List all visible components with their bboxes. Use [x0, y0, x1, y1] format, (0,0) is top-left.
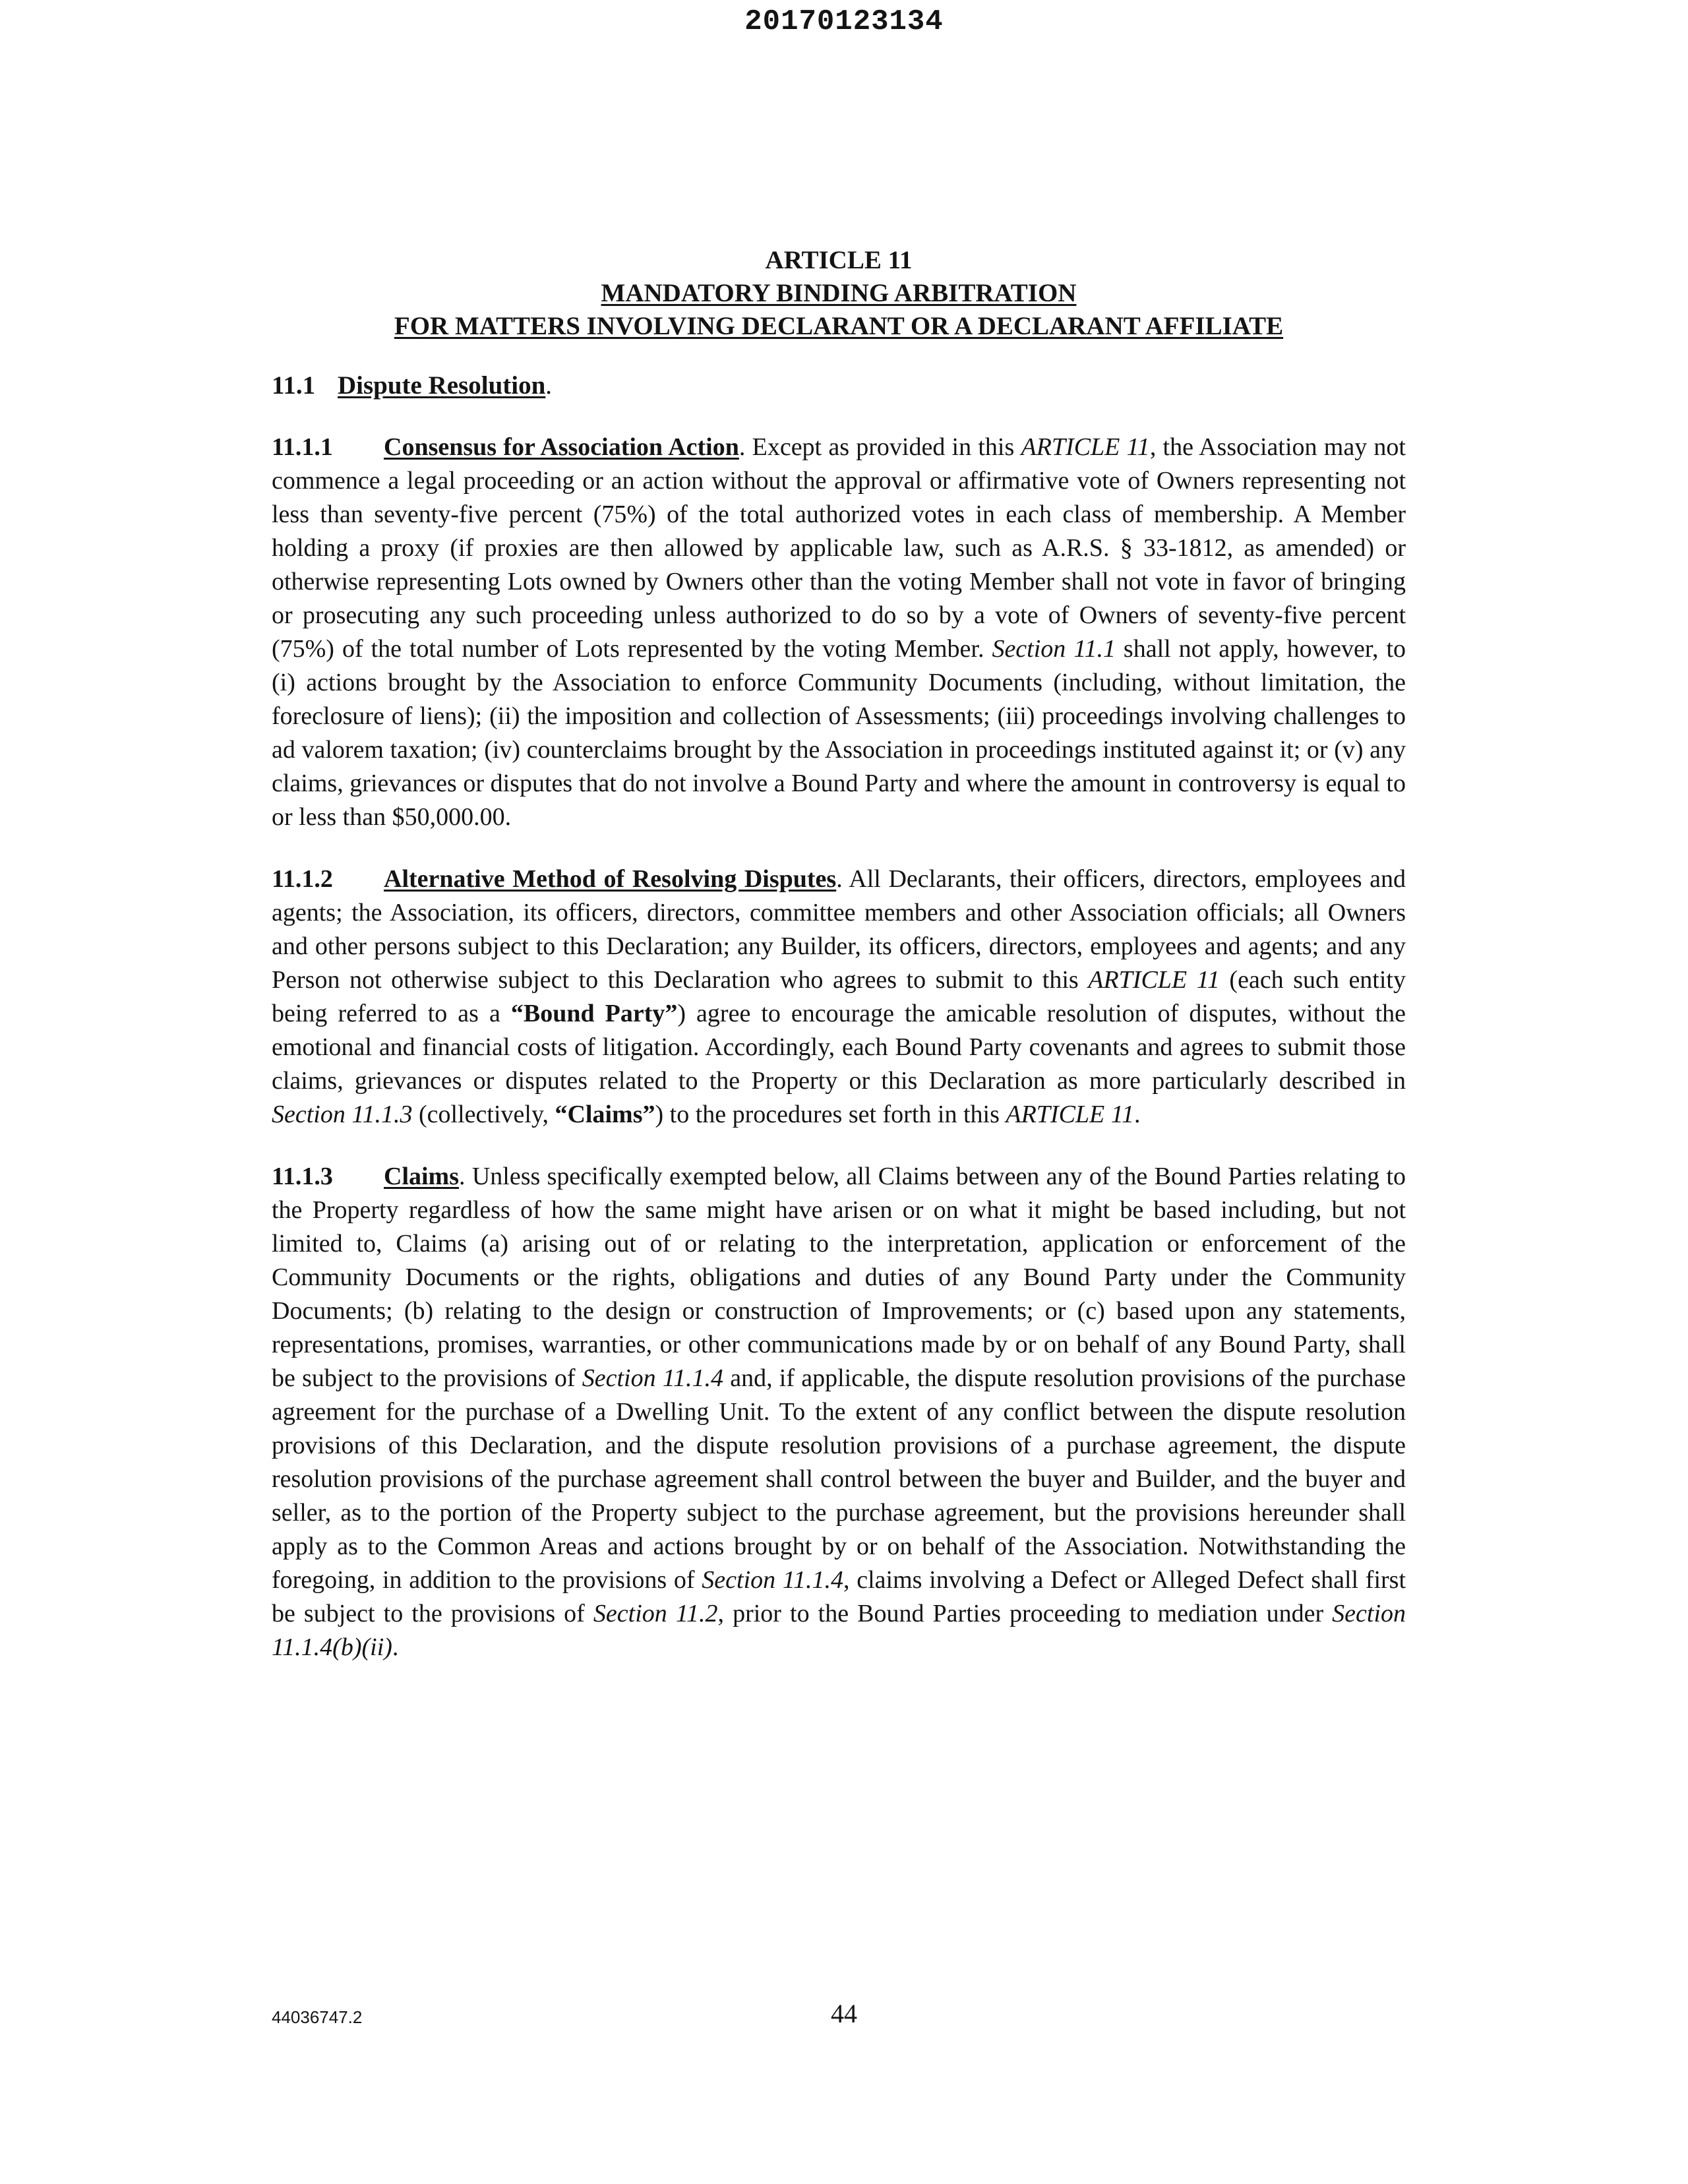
- document-id: 44036747.2: [272, 2007, 363, 2027]
- recording-number: 20170123134: [744, 5, 944, 38]
- article-heading: [272, 244, 1406, 343]
- section-number: 11.1: [272, 371, 316, 400]
- paragraph-number: 11.1.1: [272, 433, 333, 461]
- article-number: ARTICLE 11: [765, 246, 913, 274]
- article-subtitle: FOR MATTERS INVOLVING DECLARANT OR A DECLARANT AFFILIATE: [394, 312, 1284, 340]
- paragraph-title: Alternative Method of Resolving Disputes: [384, 865, 837, 893]
- paragraph-11-1-1: 11.1.1 Consensus for Association Action. Except as provided in this ARTICLE 11, the Association may not commence a legal proceeding or an action without the approval or affirmative vote of Owners representing not less than seventy-five percent (75%) of the total authorized votes in each class of membership. A Member holding a proxy (if proxies are then allowed by applicable law, such as A.R.S. § 33-1812, as amended) or otherwise representing Lots owned by Owners other than the voting Member shall not vote in favor of bringing or prosecuting any such proceeding unless authorized to do so by a vote of Owners of seventy-five percent (75%) of the total number of Lots represented by the voting Member. Section 11.1 shall not apply, however, to (i) actions brought by the Association to enforce Community Documents (including, without limitation, the foreclosure of liens); (ii) the imposition and collection of Assessments; (iii) proceedings involving challenges to ad valorem taxation; (iv) counterclaims brought by the Association in proceedings instituted against it; or (v) any claims, grievances or disputes that do not involve a Bound Party and where the amount in controversy is equal to or less than $50,000.00.: [272, 431, 1406, 834]
- paragraph-11-1-2: 11.1.2 Alternative Method of Resolving Disputes. All Declarants, their officers, directors, employees and agents; the Association, its officers, directors, committee members and other Association officials; all Owners and other persons subject to this Declaration; any Builder, its officers, directors, employees and agents; and any Person not otherwise subject to this Declaration who agrees to submit to this ARTICLE 11 (each such entity being referred to as a “Bound Party”) agree to encourage the amicable resolution of disputes, without the emotional and financial costs of litigation. Accordingly, each Bound Party covenants and agrees to submit those claims, grievances or disputes related to the Property or this Declaration as more particularly described in Section 11.1.3 (collectively, “Claims”) to the procedures set forth in this ARTICLE 11.: [272, 863, 1406, 1132]
- paragraph-title: Claims: [384, 1163, 459, 1190]
- article-title: MANDATORY BINDING ARBITRATION: [601, 279, 1077, 307]
- section-heading: 11.1 Dispute Resolution.: [272, 369, 1406, 402]
- paragraph-number: 11.1.2: [272, 865, 333, 893]
- page-number: 44: [831, 1999, 857, 2028]
- paragraph-11-1-3: 11.1.3 Claims. Unless specifically exempted below, all Claims between any of the Bound Parties relating to the Property regardless of how the same might have arisen or on what it might be based including, but not limited to, Claims (a) arising out of or relating to the interpretation, application or enforcement of the Community Documents or the rights, obligations and duties of any Bound Party under the Community Documents; (b) relating to the design or construction of Improvements; or (c) based upon any statements, representations, promises, warranties, or other communications made by or on behalf of any Bound Party, shall be subject to the provisions of Section 11.1.4 and, if applicable, the dispute resolution provisions of the purchase agreement for the purchase of a Dwelling Unit. To the extent of any conflict between the dispute resolution provisions of this Declaration, and the dispute resolution provisions of a purchase agreement, the dispute resolution provisions of the purchase agreement shall control between the buyer and Builder, and the buyer and seller, as to the portion of the Property subject to the purchase agreement, but the provisions hereunder shall apply as to the Common Areas and actions brought by or on behalf of the Association. Notwithstanding the foregoing, in addition to the provisions of Section 11.1.4, claims involving a Defect or Alleged Defect shall first be subject to the provisions of Section 11.2, prior to the Bound Parties proceeding to mediation under Section 11.1.4(b)(ii).: [272, 1160, 1406, 1664]
- paragraph-number: 11.1.3: [272, 1163, 333, 1190]
- section-title: Dispute Resolution: [338, 371, 546, 400]
- paragraph-title: Consensus for Association Action: [384, 433, 739, 461]
- document-page: [272, 244, 1406, 1664]
